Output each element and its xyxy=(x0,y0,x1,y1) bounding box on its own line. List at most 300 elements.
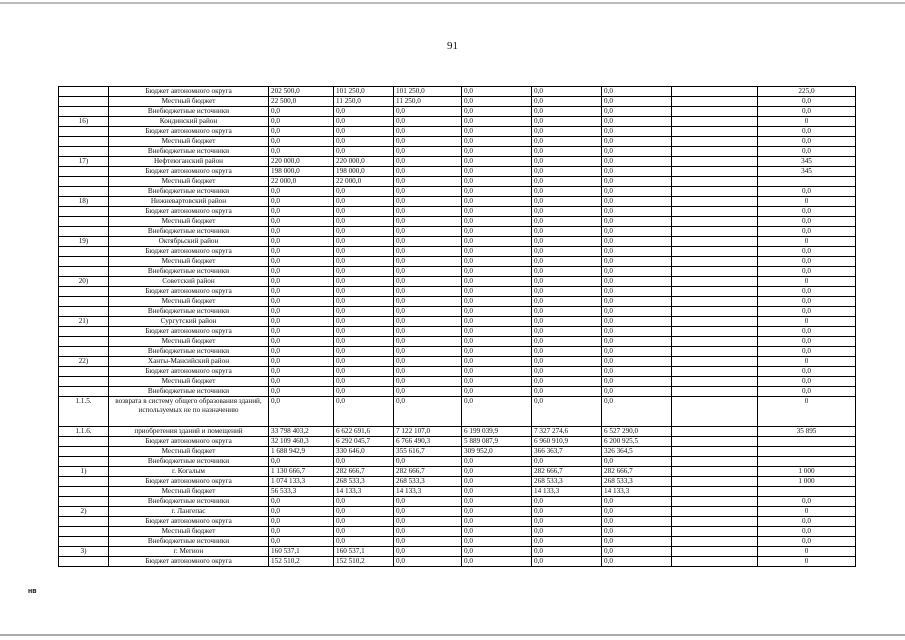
table-cell: Местный бюджет xyxy=(109,447,269,457)
table-cell: 0,0 xyxy=(394,237,462,247)
table-cell: 0,0 xyxy=(269,367,334,377)
table-cell: 0,0 xyxy=(602,157,672,167)
table-cell: 0,0 xyxy=(462,107,532,117)
table-row xyxy=(59,87,856,97)
table-row xyxy=(59,137,856,147)
table-cell: 0,0 xyxy=(394,277,462,287)
table-cell: 0,0 xyxy=(532,287,602,297)
table-cell: 101 250,0 xyxy=(394,87,462,97)
table-cell: 0,0 xyxy=(334,507,394,517)
table-cell: 0,0 xyxy=(462,277,532,287)
table-row xyxy=(59,447,856,457)
table-cell: 0,0 xyxy=(269,117,334,127)
table-cell: 0,0 xyxy=(602,377,672,387)
table-cell xyxy=(59,447,109,457)
table-cell: 1.1.6. xyxy=(59,427,109,437)
table-cell: Местный бюджет xyxy=(109,97,269,107)
table-cell: 0,0 xyxy=(758,337,856,347)
table-cell: 0,0 xyxy=(758,367,856,377)
footer-mark: нв xyxy=(28,588,37,595)
table-cell: 0,0 xyxy=(394,167,462,177)
table-cell xyxy=(672,527,758,537)
table-cell: 0,0 xyxy=(758,257,856,267)
table-cell xyxy=(758,447,856,457)
budget-table xyxy=(58,86,856,567)
table-cell: 0,0 xyxy=(602,497,672,507)
table-cell: Нефтеюганский район xyxy=(109,157,269,167)
table-cell: 17) xyxy=(59,157,109,167)
table-cell: Внебюджетные источники xyxy=(109,267,269,277)
table-cell: Местный бюджет xyxy=(109,377,269,387)
table-cell: 101 250,0 xyxy=(334,87,394,97)
table-row xyxy=(59,207,856,217)
table-cell xyxy=(672,127,758,137)
table-cell: 0,0 xyxy=(758,347,856,357)
table-cell: 0,0 xyxy=(602,347,672,357)
table-cell: 0,0 xyxy=(462,177,532,187)
table-cell xyxy=(672,247,758,257)
table-cell: 0,0 xyxy=(758,97,856,107)
table-cell xyxy=(59,267,109,277)
table-cell: 0,0 xyxy=(462,137,532,147)
table-cell: Внебюджетные источники xyxy=(109,107,269,117)
table-cell: 355 616,7 xyxy=(394,447,462,457)
table-cell: 0,0 xyxy=(462,247,532,257)
table-cell: 0,0 xyxy=(334,147,394,157)
table-cell: Бюджет автономного округа xyxy=(109,437,269,447)
table-row xyxy=(59,477,856,487)
table-row xyxy=(59,317,856,327)
table-cell: 0,0 xyxy=(462,467,532,477)
table-cell: 0,0 xyxy=(602,97,672,107)
table-cell: 202 500,0 xyxy=(269,87,334,97)
table-cell: 282 666,7 xyxy=(394,467,462,477)
table-cell: 0,0 xyxy=(462,147,532,157)
table-cell: 0,0 xyxy=(394,367,462,377)
table-cell xyxy=(672,227,758,237)
table-cell: 0,0 xyxy=(602,547,672,557)
table-cell xyxy=(672,87,758,97)
table-cell: 22 000,0 xyxy=(269,177,334,187)
table-cell: 0,0 xyxy=(462,127,532,137)
table-cell: Кондинский район xyxy=(109,117,269,127)
table-cell xyxy=(59,167,109,177)
table-cell xyxy=(672,507,758,517)
table-cell: Внебюджетные источники xyxy=(109,187,269,197)
table-cell: Местный бюджет xyxy=(109,137,269,147)
table-cell xyxy=(59,477,109,487)
table-cell: 0,0 xyxy=(602,87,672,97)
table-cell: 0,0 xyxy=(334,377,394,387)
table-row xyxy=(59,327,856,337)
table-cell: 220 000,0 xyxy=(334,157,394,167)
table-cell xyxy=(672,157,758,167)
table-cell xyxy=(672,477,758,487)
table-cell: Местный бюджет xyxy=(109,177,269,187)
table-cell: 198 000,0 xyxy=(269,167,334,177)
table-cell: 0,0 xyxy=(462,207,532,217)
table-cell: 0,0 xyxy=(394,527,462,537)
table-cell: Бюджет автономного округа xyxy=(109,367,269,377)
table-cell: 0,0 xyxy=(532,187,602,197)
table-cell: 0,0 xyxy=(394,147,462,157)
table-cell: 0,0 xyxy=(532,237,602,247)
table-cell: 0,0 xyxy=(269,197,334,207)
table-cell: 16) xyxy=(59,117,109,127)
table-cell: 152 510,2 xyxy=(269,557,334,567)
table-cell: 0,0 xyxy=(462,527,532,537)
table-cell: 0,0 xyxy=(602,337,672,347)
table-cell: 0,0 xyxy=(269,107,334,117)
table-cell: 22 000,0 xyxy=(334,177,394,187)
table-row xyxy=(59,527,856,537)
table-cell: 0,0 xyxy=(394,497,462,507)
table-cell: 0,0 xyxy=(394,387,462,397)
top-scan-edge xyxy=(0,2,905,4)
table-cell: 0,0 xyxy=(394,357,462,367)
table-cell xyxy=(672,537,758,547)
table-cell: 0,0 xyxy=(334,237,394,247)
table-cell: Бюджет автономного округа xyxy=(109,207,269,217)
table-cell: 0,0 xyxy=(532,507,602,517)
table-cell: 0 xyxy=(758,397,856,427)
table-row xyxy=(59,227,856,237)
table-cell: 0,0 xyxy=(758,147,856,157)
table-cell: 0,0 xyxy=(334,247,394,257)
table-cell xyxy=(758,177,856,187)
table-cell: 0,0 xyxy=(602,317,672,327)
table-row xyxy=(59,147,856,157)
table-cell: 0,0 xyxy=(394,397,462,427)
table-cell xyxy=(672,217,758,227)
table-cell: 0,0 xyxy=(269,267,334,277)
table-cell: 0,0 xyxy=(758,127,856,137)
table-cell: 0,0 xyxy=(462,307,532,317)
table-cell: 7 122 107,0 xyxy=(394,427,462,437)
table-cell: 0,0 xyxy=(334,297,394,307)
table-cell: 0,0 xyxy=(269,457,334,467)
table-cell: возврата в систему общего образования зданий, используемых не по назначению xyxy=(109,397,269,427)
table-cell: 0,0 xyxy=(394,257,462,267)
table-cell: 0,0 xyxy=(532,127,602,137)
table-cell: Внебюджетные источники xyxy=(109,227,269,237)
table-cell xyxy=(672,487,758,497)
table-cell: 345 xyxy=(758,157,856,167)
table-cell xyxy=(59,97,109,107)
table-cell: 0 xyxy=(758,317,856,327)
table-cell: 0,0 xyxy=(602,227,672,237)
table-cell: 0,0 xyxy=(394,107,462,117)
table-cell: 0,0 xyxy=(602,517,672,527)
table-cell: 0,0 xyxy=(602,177,672,187)
table-cell: 0,0 xyxy=(532,497,602,507)
table-row xyxy=(59,337,856,347)
table-cell: 0,0 xyxy=(394,547,462,557)
table-cell: 330 646,0 xyxy=(334,447,394,457)
budget-table-body xyxy=(59,87,856,567)
table-cell: 0,0 xyxy=(334,497,394,507)
table-cell xyxy=(59,527,109,537)
table-cell: 0 xyxy=(758,197,856,207)
table-cell: 0,0 xyxy=(334,277,394,287)
table-cell: 345 xyxy=(758,167,856,177)
table-cell: 0,0 xyxy=(269,257,334,267)
table-cell: 198 000,0 xyxy=(334,167,394,177)
table-cell xyxy=(59,517,109,527)
table-cell: 0,0 xyxy=(462,457,532,467)
table-cell: 268 533,3 xyxy=(394,477,462,487)
table-cell: 0,0 xyxy=(462,117,532,127)
table-cell: 11 250,0 xyxy=(334,97,394,107)
table-cell: Нижневартовский район xyxy=(109,197,269,207)
table-cell: Внебюджетные источники xyxy=(109,347,269,357)
table-cell: 366 363,7 xyxy=(532,447,602,457)
table-cell: 6 622 691,6 xyxy=(334,427,394,437)
table-cell xyxy=(59,177,109,187)
table-cell: Бюджет автономного округа xyxy=(109,127,269,137)
table-cell: 0,0 xyxy=(269,387,334,397)
table-cell: Внебюджетные источники xyxy=(109,387,269,397)
table-cell: 0,0 xyxy=(532,217,602,227)
table-cell: 0,0 xyxy=(394,137,462,147)
table-cell: 0,0 xyxy=(394,177,462,187)
table-cell xyxy=(672,197,758,207)
table-cell: 0,0 xyxy=(462,237,532,247)
table-cell: 0,0 xyxy=(269,207,334,217)
table-cell: Внебюджетные источники xyxy=(109,307,269,317)
table-cell: 0,0 xyxy=(462,197,532,207)
table-cell xyxy=(672,347,758,357)
table-cell: 0,0 xyxy=(462,267,532,277)
table-cell: 0,0 xyxy=(462,497,532,507)
table-cell: Внебюджетные источники xyxy=(109,537,269,547)
table-cell xyxy=(59,327,109,337)
table-cell: 0,0 xyxy=(394,537,462,547)
table-cell: 11 250,0 xyxy=(394,97,462,107)
table-cell: 0,0 xyxy=(462,327,532,337)
table-cell: 0,0 xyxy=(602,277,672,287)
table-cell: 0,0 xyxy=(758,307,856,317)
table-cell xyxy=(59,127,109,137)
table-cell: 0,0 xyxy=(758,517,856,527)
table-cell: 0,0 xyxy=(334,347,394,357)
table-cell: 0,0 xyxy=(602,267,672,277)
table-cell xyxy=(59,227,109,237)
table-cell xyxy=(672,497,758,507)
bottom-scan-edge xyxy=(0,634,905,636)
table-cell: 0,0 xyxy=(602,357,672,367)
table-cell: 0,0 xyxy=(394,217,462,227)
table-cell: 0,0 xyxy=(462,317,532,327)
table-cell: 0,0 xyxy=(532,207,602,217)
table-cell: 0,0 xyxy=(602,457,672,467)
table-row xyxy=(59,277,856,287)
table-cell xyxy=(672,187,758,197)
table-cell: 0,0 xyxy=(269,377,334,387)
table-cell: 1 000 xyxy=(758,477,856,487)
table-cell: 0,0 xyxy=(532,537,602,547)
table-cell: 0,0 xyxy=(532,327,602,337)
table-row xyxy=(59,247,856,257)
table-cell: 0,0 xyxy=(758,297,856,307)
table-cell: 0,0 xyxy=(532,527,602,537)
table-cell: 0,0 xyxy=(462,187,532,197)
table-cell: 0,0 xyxy=(532,277,602,287)
table-row xyxy=(59,487,856,497)
table-cell xyxy=(672,467,758,477)
table-cell: 0,0 xyxy=(758,247,856,257)
table-cell: 0,0 xyxy=(334,537,394,547)
table-cell: 0,0 xyxy=(394,377,462,387)
table-cell: 0,0 xyxy=(462,367,532,377)
table-cell: 0,0 xyxy=(532,347,602,357)
table-cell: 0,0 xyxy=(334,257,394,267)
table-cell xyxy=(672,137,758,147)
table-cell: 0,0 xyxy=(758,207,856,217)
table-cell: 0,0 xyxy=(269,237,334,247)
table-cell: 0,0 xyxy=(602,397,672,427)
table-row xyxy=(59,397,856,427)
table-cell xyxy=(672,357,758,367)
table-cell: Бюджет автономного округа xyxy=(109,287,269,297)
table-cell: 0,0 xyxy=(462,257,532,267)
table-cell: 0,0 xyxy=(334,337,394,347)
table-cell: 0,0 xyxy=(532,87,602,97)
table-cell: 0,0 xyxy=(532,317,602,327)
table-cell: 0,0 xyxy=(334,187,394,197)
table-cell: Октябрьский район xyxy=(109,237,269,247)
table-cell: 0,0 xyxy=(394,227,462,237)
table-cell: Советский район xyxy=(109,277,269,287)
table-cell: 0,0 xyxy=(269,147,334,157)
table-cell: 0,0 xyxy=(602,387,672,397)
table-cell xyxy=(672,437,758,447)
table-row xyxy=(59,537,856,547)
table-cell: 0,0 xyxy=(462,347,532,357)
table-row xyxy=(59,497,856,507)
table-cell: 0,0 xyxy=(269,227,334,237)
table-cell: 0,0 xyxy=(394,157,462,167)
table-cell: 0,0 xyxy=(394,307,462,317)
table-row xyxy=(59,517,856,527)
table-cell: 6 199 039,9 xyxy=(462,427,532,437)
table-row xyxy=(59,357,856,367)
table-cell xyxy=(672,267,758,277)
table-cell: 0 xyxy=(758,557,856,567)
table-cell: Местный бюджет xyxy=(109,257,269,267)
table-cell xyxy=(672,427,758,437)
table-cell: 0,0 xyxy=(462,397,532,427)
table-cell: 0,0 xyxy=(532,197,602,207)
table-cell xyxy=(758,437,856,447)
table-cell: 0,0 xyxy=(334,107,394,117)
table-cell: 0,0 xyxy=(602,537,672,547)
table-row xyxy=(59,287,856,297)
table-cell: 0,0 xyxy=(602,127,672,137)
table-cell xyxy=(758,487,856,497)
table-cell: Бюджет автономного округа xyxy=(109,87,269,97)
table-cell: 0,0 xyxy=(532,177,602,187)
table-cell xyxy=(59,87,109,97)
table-cell: 326 364,5 xyxy=(602,447,672,457)
table-row xyxy=(59,187,856,197)
table-cell: 0,0 xyxy=(394,517,462,527)
table-cell: 0,0 xyxy=(602,147,672,157)
table-cell: 0,0 xyxy=(602,247,672,257)
table-cell: г. Лангепас xyxy=(109,507,269,517)
table-cell: 0,0 xyxy=(394,267,462,277)
table-cell: 0,0 xyxy=(758,327,856,337)
table-cell: 0,0 xyxy=(334,207,394,217)
table-cell xyxy=(672,517,758,527)
table-cell: 160 537,1 xyxy=(334,547,394,557)
table-cell xyxy=(672,337,758,347)
table-cell xyxy=(59,437,109,447)
table-row xyxy=(59,507,856,517)
table-cell xyxy=(672,327,758,337)
table-cell: 0,0 xyxy=(758,377,856,387)
table-cell: 0,0 xyxy=(758,527,856,537)
table-cell: 0,0 xyxy=(269,247,334,257)
table-cell: 0,0 xyxy=(532,137,602,147)
table-row xyxy=(59,237,856,247)
table-row xyxy=(59,387,856,397)
table-cell xyxy=(672,177,758,187)
table-cell: 0,0 xyxy=(602,287,672,297)
table-cell: 0,0 xyxy=(334,227,394,237)
table-cell xyxy=(59,387,109,397)
table-cell: Сургутский район xyxy=(109,317,269,327)
table-cell xyxy=(59,537,109,547)
table-cell: 0,0 xyxy=(532,117,602,127)
table-cell: Местный бюджет xyxy=(109,337,269,347)
table-cell: 32 109 460,3 xyxy=(269,437,334,447)
table-cell: 0,0 xyxy=(269,497,334,507)
table-cell: 0,0 xyxy=(269,337,334,347)
table-cell: 0,0 xyxy=(602,327,672,337)
table-row xyxy=(59,427,856,437)
table-cell xyxy=(672,377,758,387)
table-cell: 0,0 xyxy=(602,167,672,177)
table-cell xyxy=(59,187,109,197)
table-cell: 3) xyxy=(59,547,109,557)
table-cell: 0,0 xyxy=(269,277,334,287)
table-cell: 0,0 xyxy=(334,457,394,467)
table-cell: 0,0 xyxy=(269,137,334,147)
table-cell: 35 895 xyxy=(758,427,856,437)
table-cell xyxy=(672,457,758,467)
table-cell: 0,0 xyxy=(602,197,672,207)
table-cell: 5 889 087,9 xyxy=(462,437,532,447)
table-cell: 0,0 xyxy=(334,327,394,337)
table-cell: 0,0 xyxy=(532,307,602,317)
table-cell: 0,0 xyxy=(394,127,462,137)
table-cell: 0,0 xyxy=(602,217,672,227)
table-cell: 268 533,3 xyxy=(334,477,394,487)
table-cell: Местный бюджет xyxy=(109,487,269,497)
table-row xyxy=(59,127,856,137)
table-cell: 1 688 942,9 xyxy=(269,447,334,457)
table-cell: 0,0 xyxy=(394,347,462,357)
table-cell xyxy=(59,367,109,377)
table-cell: 0,0 xyxy=(394,557,462,567)
table-cell: 0,0 xyxy=(334,267,394,277)
table-row xyxy=(59,117,856,127)
table-cell xyxy=(672,557,758,567)
table-cell: 0,0 xyxy=(532,147,602,157)
table-cell: 0 xyxy=(758,357,856,367)
table-cell: 0,0 xyxy=(532,167,602,177)
